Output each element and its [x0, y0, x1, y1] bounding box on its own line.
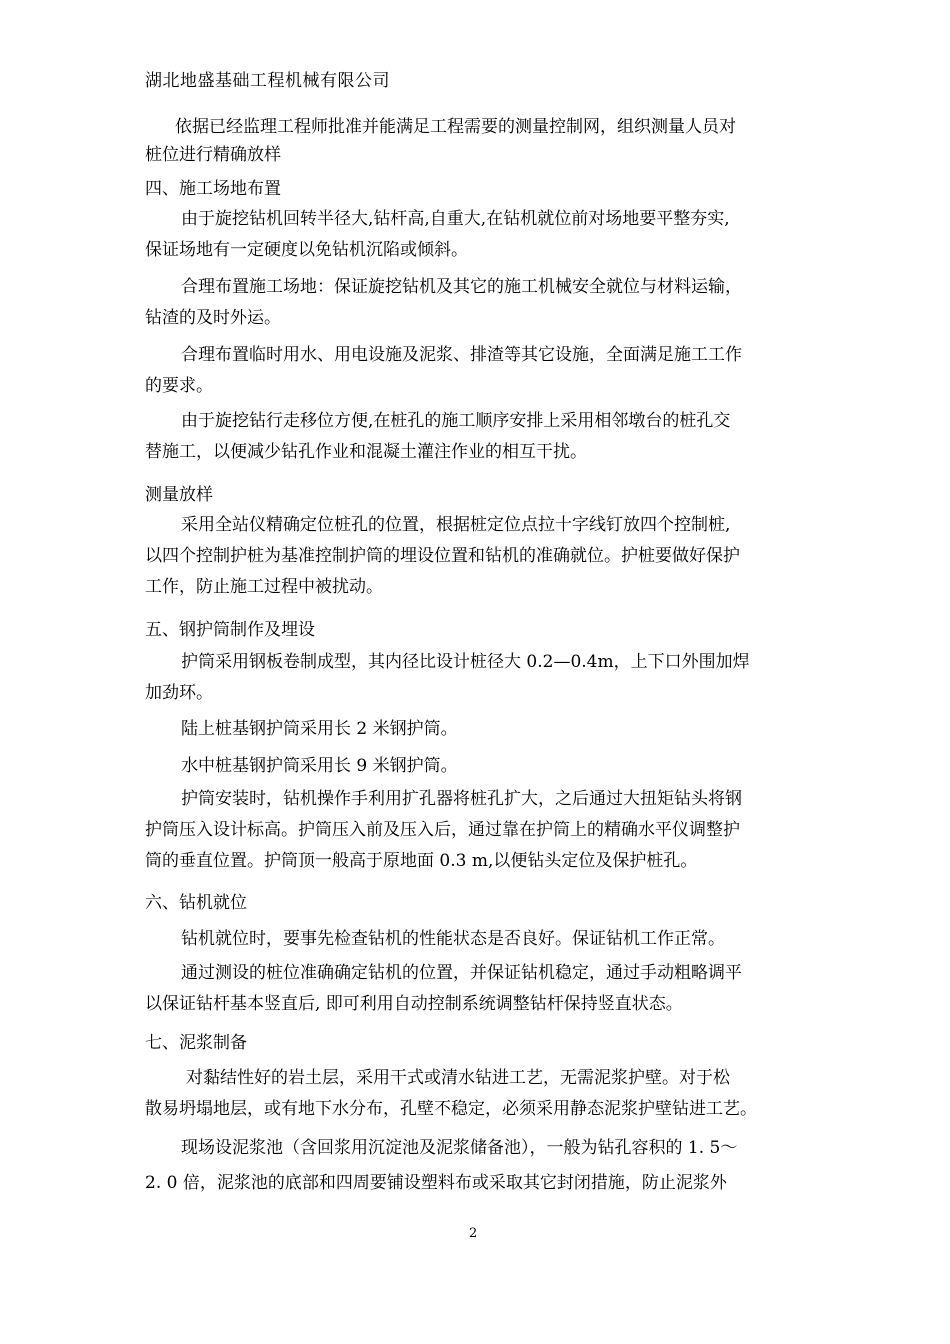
text-line: 保证场地有一定硬度以免钻机沉陷或倾斜。: [145, 240, 468, 260]
site-paragraph-2: [145, 272, 811, 334]
text-line: 以四个控制护桩为基准控制护筒的埋设位置和钻机的准确就位。护桩要做好保护: [145, 546, 740, 566]
text-line: 现场设泥浆池（含回浆用沉淀池及泥浆储备池），一般为钻孔容积的 1. 5～: [181, 1138, 738, 1158]
text-line: 合理布置临时用水、用电设施及泥浆、排渣等其它设施，全面满足施工工作: [181, 345, 742, 365]
casing-paragraph-2: [145, 714, 811, 745]
text-line: 护筒安装时，钻机操作手利用扩孔器将桩孔扩大，之后通过大扭矩钻头将钢: [181, 789, 742, 809]
text-line: 的要求。: [145, 376, 213, 396]
text-line: 钻机就位时，要事先检查钻机的性能状态是否良好。保证钻机工作正常。: [181, 929, 725, 949]
text-line: 护筒采用钢板卷制成型，其内径比设计桩径大 0.2—0.4m，上下口外围加焊: [181, 652, 750, 672]
page-number: 2: [469, 1226, 478, 1241]
section-heading-6: 六、钻机就位: [145, 893, 247, 913]
text-line: 采用全站仪精确定位桩孔的位置，根据桩定位点拉十字线钉放四个控制桩,: [181, 515, 731, 535]
text-line: 以保证钻杆基本竖直后, 即可利用自动控制系统调整钻杆保持竖直状态。: [145, 994, 683, 1014]
casing-paragraph-1: [145, 647, 811, 709]
site-paragraph-1: [145, 204, 811, 266]
intro-paragraph: [145, 113, 811, 169]
site-paragraph-4: [145, 406, 811, 468]
site-paragraph-3: [145, 340, 811, 402]
text-line: 筒的垂直位置。护筒顶一般高于原地面 0.3 m,以便钻头定位及保护桩孔。: [145, 851, 698, 871]
section-heading-7: 七、泥浆制备: [145, 1033, 247, 1053]
text-line: 桩位进行精确放样: [145, 145, 281, 165]
text-line: 由于旋挖钻机回转半径大,钻杆高,自重大,在钻机就位前对场地要平整夯实,: [181, 209, 730, 229]
survey-paragraph: [145, 510, 811, 603]
text-line: 工作，防止施工过程中被扰动。: [145, 577, 383, 597]
text-line: 替施工，以便减少钻孔作业和混凝土灌注作业的相互干扰。: [145, 442, 587, 462]
text-line: 护筒压入设计标高。护筒压入前及压入后，通过靠在护筒上的精确水平仪调整护: [145, 820, 740, 840]
mud-paragraph-2: [145, 1133, 811, 1199]
text-line: 加劲环。: [145, 683, 213, 703]
text-line: 通过测设的桩位准确确定钻机的位置，并保证钻机稳定，通过手动粗略调平: [181, 963, 742, 983]
mud-paragraph-1: [145, 1063, 811, 1125]
text-line: 陆上桩基钢护筒采用长 2 米钢护筒。: [181, 719, 458, 739]
text-line: 钻渣的及时外运。: [145, 308, 281, 328]
text-line: 水中桩基钢护筒采用长 9 米钢护筒。: [181, 756, 458, 776]
text-line: 合理布置施工场地：保证旋挖钻机及其它的施工机械安全就位与材料运输，: [181, 277, 742, 297]
text-line: 2. 0 倍，泥浆池的底部和四周要铺设塑料布或采取其它封闭措施，防止泥浆外: [145, 1173, 727, 1193]
casing-paragraph-4: [145, 784, 811, 877]
text-line: 由于旋挖钻行走移位方便,在桩孔的施工顺序安排上采用相邻墩台的桩孔交: [181, 411, 731, 431]
rig-paragraph-2: [145, 958, 811, 1020]
company-header: 湖北地盛基础工程机械有限公司: [145, 71, 390, 91]
rig-paragraph-1: [145, 924, 811, 955]
text-line: 对黏结性好的岩土层，采用干式或清水钻进工艺，无需泥浆护壁。对于松: [186, 1068, 730, 1088]
section-heading-5: 五、钢护筒制作及埋设: [145, 620, 315, 640]
casing-paragraph-3: [145, 751, 811, 782]
text-line: 散易坍塌地层，或有地下水分布，孔壁不稳定，必须采用静态泥浆护壁钻进工艺。: [145, 1099, 757, 1119]
section-heading-survey: 测量放样: [145, 485, 213, 505]
text-line: 依据已经监理工程师批准并能满足工程需要的测量控制网，组织测量人员对: [175, 117, 736, 137]
section-heading-4: 四、施工场地布置: [145, 179, 281, 199]
